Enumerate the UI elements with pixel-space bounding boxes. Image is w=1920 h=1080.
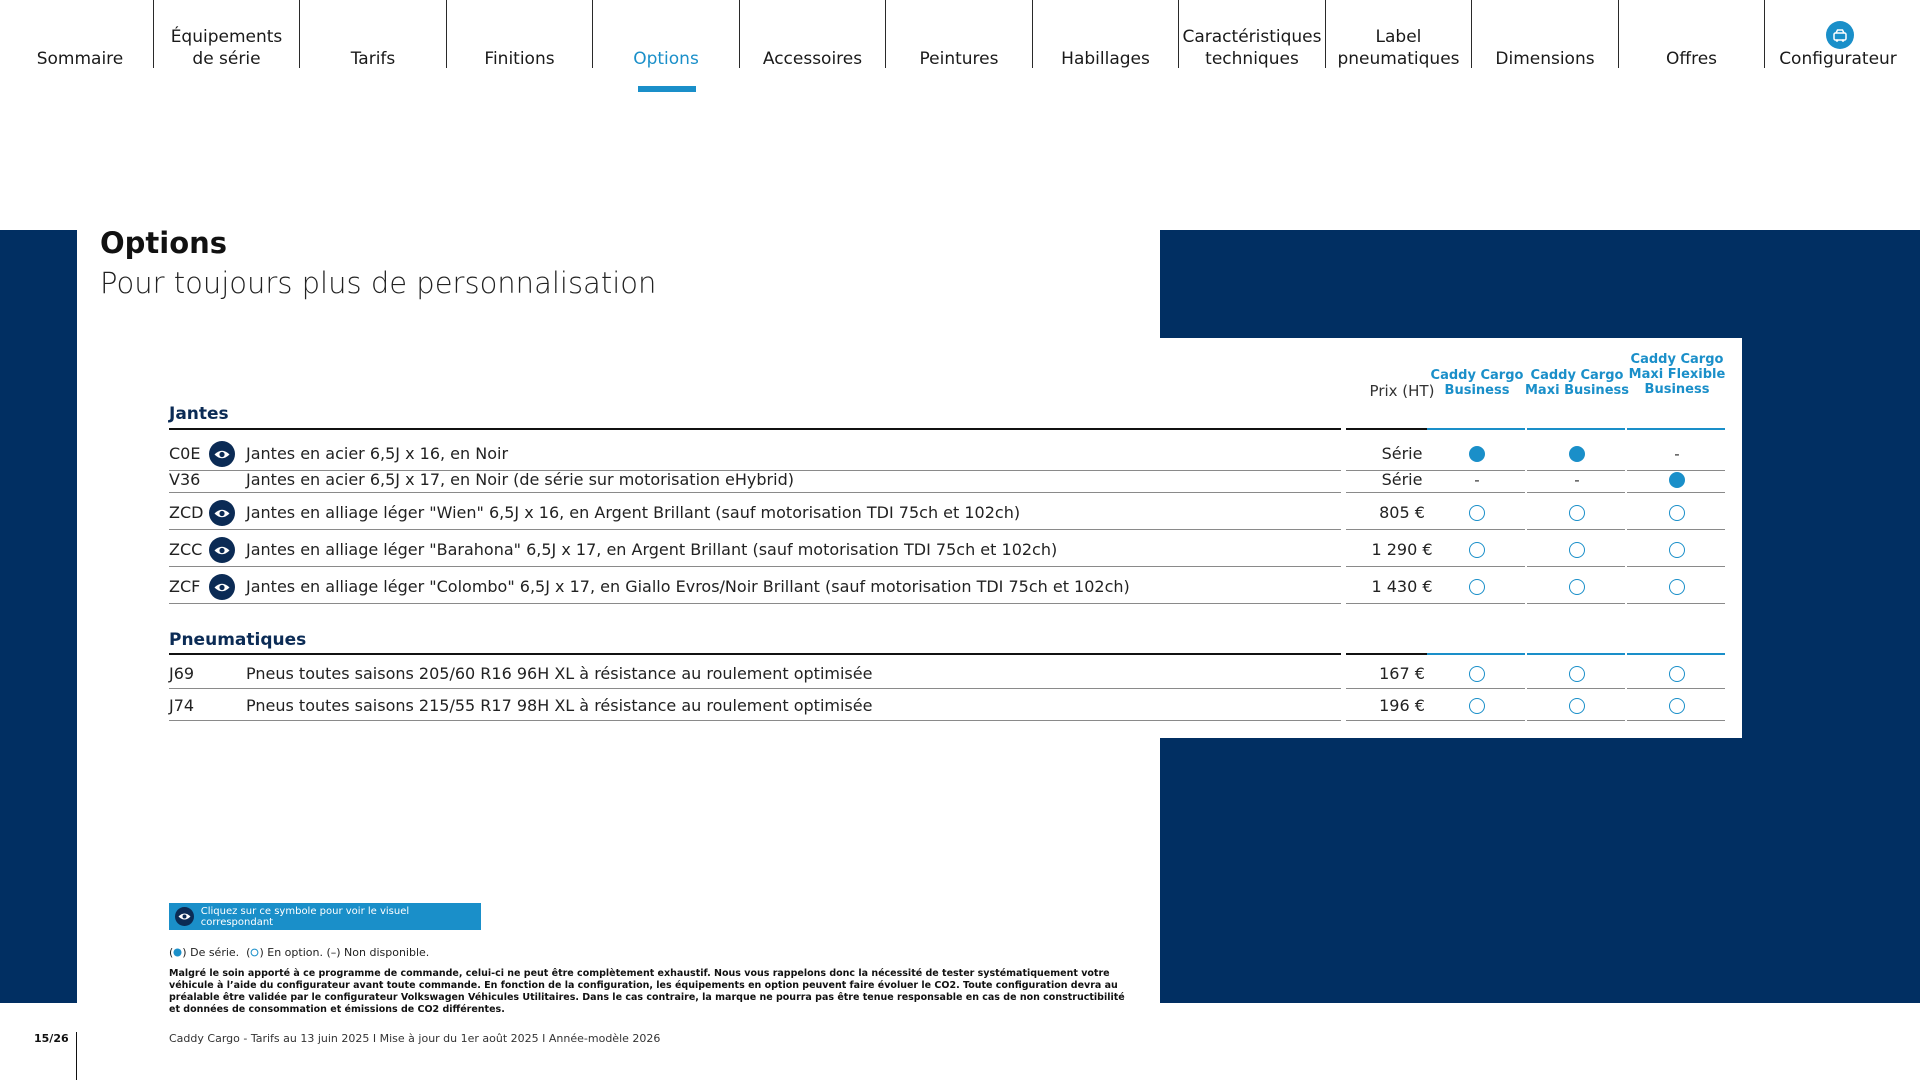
row-divider [169, 720, 1341, 721]
option-code: C0E [169, 444, 201, 463]
legend-na: Non disponible. [344, 946, 430, 959]
row-divider [1627, 720, 1725, 721]
empty-dot-icon [1569, 579, 1585, 595]
nav-tab-8[interactable] [1179, 0, 1325, 70]
empty-dot-icon [1469, 666, 1485, 682]
row-divider [1527, 603, 1625, 604]
column-rule [1427, 428, 1525, 430]
availability-empty [1529, 660, 1625, 688]
availability-dash [1629, 438, 1725, 470]
row-divider [1427, 566, 1525, 567]
availability-empty [1629, 571, 1725, 603]
section-title: Jantes [169, 404, 229, 424]
legend-option: En option. [267, 946, 323, 959]
row-divider [1527, 492, 1625, 493]
row-divider [1627, 566, 1725, 567]
availability-empty [1529, 692, 1625, 720]
row-divider [1346, 492, 1427, 493]
column-rule [1527, 653, 1625, 655]
row-divider [1627, 529, 1725, 530]
table-row [169, 468, 1729, 492]
option-price: 167 € [1379, 664, 1425, 683]
section-title: Pneumatiques [169, 630, 307, 650]
view-visual-eye-icon[interactable] [209, 441, 235, 467]
dash-icon: - [1674, 445, 1680, 463]
nav-tab-label: Finitions [484, 49, 555, 69]
column-header-1: Caddy Cargo Maxi Business [1525, 368, 1629, 398]
column-header-0: Caddy Cargo Business [1430, 368, 1524, 398]
nav-tab-label: Équipements de série [170, 27, 283, 69]
nav-tab-9[interactable] [1326, 0, 1472, 70]
price-column-header: Prix (HT) [1369, 382, 1435, 400]
option-price: 805 € [1379, 503, 1425, 522]
nav-separator [592, 0, 593, 68]
row-divider [1346, 529, 1427, 530]
section-rule [1346, 653, 1427, 655]
row-divider [1427, 720, 1525, 721]
nav-tab-1[interactable] [154, 0, 300, 70]
row-divider [1627, 688, 1725, 689]
row-divider [1627, 492, 1725, 493]
nav-tab-label: Dimensions [1495, 49, 1595, 69]
dash-icon: - [1574, 471, 1580, 489]
options-table [169, 340, 1729, 730]
row-divider [1627, 603, 1725, 604]
row-divider [1527, 688, 1625, 689]
nav-separator [1618, 0, 1619, 68]
option-price: Série [1381, 444, 1423, 463]
nav-tab-label: Accessoires [762, 49, 863, 69]
row-divider [1346, 688, 1427, 689]
option-label: Pneus toutes saisons 215/55 R17 98H XL à résistance au roulement optimisée [246, 696, 873, 715]
nav-tab-12[interactable] [1765, 0, 1911, 70]
nav-tab-2[interactable] [300, 0, 446, 70]
nav-tab-label: Sommaire [36, 49, 124, 69]
nav-tab-11[interactable] [1619, 0, 1765, 70]
nav-tab-label: Habillages [1061, 49, 1150, 69]
empty-dot-icon [1669, 505, 1685, 521]
section-rule [1346, 428, 1427, 430]
filled-dot-icon [1569, 446, 1585, 462]
eye-icon [175, 907, 194, 926]
option-label: Pneus toutes saisons 205/60 R16 96H XL à résistance au roulement optimisée [246, 664, 873, 683]
option-label: Jantes en acier 6,5J x 17, en Noir (de série sur motorisation eHybrid) [246, 470, 794, 489]
table-row [169, 534, 1729, 566]
nav-tab-label: Options [633, 49, 699, 69]
nav-tab-label: Offres [1665, 49, 1718, 69]
row-divider [1527, 566, 1625, 567]
empty-dot-icon [1669, 542, 1685, 558]
option-price: 1 290 € [1371, 540, 1433, 559]
nav-separator [299, 0, 300, 68]
nav-separator [1178, 0, 1179, 68]
availability-empty [1529, 497, 1625, 529]
availability-empty [1529, 571, 1625, 603]
empty-dot-icon [1469, 505, 1485, 521]
nav-tab-4[interactable] [593, 0, 739, 70]
empty-dot-icon [1669, 579, 1685, 595]
page-subtitle: Pour toujours plus de personnalisation [100, 266, 657, 300]
nav-tab-10[interactable] [1472, 0, 1618, 70]
footer-text: Caddy Cargo - Tarifs au 13 juin 2025 I Mise à jour du 1er août 2025 I Année-modèle 2026 [169, 1032, 661, 1045]
table-row [169, 571, 1729, 603]
table-row [169, 692, 1729, 720]
nav-tab-7[interactable] [1033, 0, 1179, 70]
availability-empty [1629, 534, 1725, 566]
nav-separator [1325, 0, 1326, 68]
option-price: Série [1381, 470, 1423, 489]
active-tab-indicator [638, 86, 696, 92]
empty-dot-icon [1469, 542, 1485, 558]
option-label: Jantes en alliage léger "Wien" 6,5J x 16, en Argent Brillant (sauf motorisation TDI 75ch et 102ch) [246, 503, 1021, 522]
row-divider [1346, 603, 1427, 604]
column-rule [1427, 653, 1525, 655]
navy-left-band [0, 230, 77, 1003]
empty-dot-icon [1569, 505, 1585, 521]
row-divider [1346, 566, 1427, 567]
nav-separator [153, 0, 154, 68]
availability-empty [1429, 534, 1525, 566]
availability-full [1429, 438, 1525, 470]
option-code: V36 [169, 470, 201, 489]
availability-empty [1429, 692, 1525, 720]
nav-tab-label: Tarifs [350, 49, 396, 69]
section-rule [169, 428, 1341, 430]
row-divider [1427, 603, 1525, 604]
availability-dash [1529, 468, 1625, 492]
view-visual-eye-icon[interactable] [209, 537, 235, 563]
nav-separator [885, 0, 886, 68]
nav-tab-label: Configurateur [1779, 49, 1897, 69]
option-price: 196 € [1379, 696, 1425, 715]
page-title: Options [100, 226, 228, 260]
availability-full [1629, 468, 1725, 492]
nav-tab-label: Label pneumatiques [1337, 27, 1460, 69]
filled-dot-icon [173, 947, 182, 960]
nav-separator [1471, 0, 1472, 68]
row-divider [1427, 529, 1525, 530]
row-divider [1527, 529, 1625, 530]
option-price: 1 430 € [1371, 577, 1433, 596]
availability-empty [1429, 660, 1525, 688]
empty-dot-icon [1569, 698, 1585, 714]
availability-empty [1629, 660, 1725, 688]
nav-separator [446, 0, 447, 68]
empty-dot-icon [1569, 542, 1585, 558]
nav-tab-label: Peintures [919, 49, 999, 69]
empty-dot-icon [1469, 579, 1485, 595]
availability-empty [1429, 571, 1525, 603]
option-code: J69 [169, 664, 195, 683]
nav-separator [1032, 0, 1033, 68]
disclaimer: Malgré le soin apporté à ce programme de commande, celui-ci ne peut être complètement exhaustif. Nous vous rappelons donc la nécessité de tester systématiquement votre véhicule à l’aide du configurateur avant toute commande. En fonction de la configuration, les équipements en option peuvent faire évoluer le CO2. Toute configuration devra au préalable être validée par le configurateur Volkswagen Véhicules Utilitaires. Dans le cas contraire, la marque ne pourra pas être tenue responsable en cas de non constructibilité et données de consommation et émissions de CO2 différentes. [169, 968, 1125, 1015]
visual-legend-button[interactable] [169, 903, 481, 930]
nav-tab-3[interactable] [447, 0, 593, 70]
legend-button-text: Cliquez sur ce symbole pour voir le visuel correspondant [200, 905, 410, 928]
empty-dot-icon [1469, 698, 1485, 714]
column-rule [1627, 428, 1725, 430]
page-number: 15/26 [34, 1032, 69, 1045]
option-label: Jantes en alliage léger "Colombo" 6,5J x 17, en Giallo Evros/Noir Brillant (sauf motorisation TDI 75ch et 102ch) [246, 577, 1130, 596]
table-row [169, 660, 1729, 688]
dash-icon: - [1474, 471, 1480, 489]
nav-tab-0[interactable] [7, 0, 153, 70]
row-divider [1427, 492, 1525, 493]
column-rule [1527, 428, 1625, 430]
empty-dot-icon [250, 947, 259, 960]
filled-dot-icon [1669, 472, 1685, 488]
footer-divider [76, 1032, 77, 1080]
column-header-2: Caddy Cargo Maxi Flexible Business [1628, 352, 1726, 397]
availability-empty [1629, 692, 1725, 720]
availability-dash [1429, 468, 1525, 492]
section-rule [169, 653, 1341, 655]
row-divider [169, 603, 1341, 604]
filled-dot-icon [1469, 446, 1485, 462]
nav-tab-label: Caractéristiques techniques [1182, 27, 1322, 69]
nav-tab-5[interactable] [740, 0, 886, 70]
row-divider [169, 492, 1341, 493]
option-label: Jantes en acier 6,5J x 16, en Noir [246, 444, 509, 463]
table-row [169, 438, 1729, 470]
row-divider [1427, 688, 1525, 689]
option-code: ZCD [169, 503, 204, 522]
legend-serie: De série. [190, 946, 240, 959]
empty-dot-icon [1669, 698, 1685, 714]
empty-dot-icon [1569, 666, 1585, 682]
legend-symbols: ( ) De série. ( ) En option. (–) Non disponible. [169, 946, 430, 959]
availability-empty [1529, 534, 1625, 566]
option-code: ZCF [169, 577, 201, 596]
empty-dot-icon [1669, 666, 1685, 682]
option-code: ZCC [169, 540, 203, 559]
nav-separator [1764, 0, 1765, 68]
row-divider [169, 529, 1341, 530]
table-row [169, 497, 1729, 529]
availability-empty [1429, 497, 1525, 529]
option-label: Jantes en alliage léger "Barahona" 6,5J x 17, en Argent Brillant (sauf motorisation TDI 75ch et 102ch) [246, 540, 1058, 559]
top-navigation [0, 0, 1920, 100]
nav-tab-6[interactable] [886, 0, 1032, 70]
column-rule [1627, 653, 1725, 655]
row-divider [1346, 720, 1427, 721]
nav-separator [739, 0, 740, 68]
availability-full [1529, 438, 1625, 470]
row-divider [1527, 720, 1625, 721]
view-visual-eye-icon[interactable] [209, 574, 235, 600]
option-code: J74 [169, 696, 195, 715]
row-divider [169, 566, 1341, 567]
view-visual-eye-icon[interactable] [209, 500, 235, 526]
row-divider [169, 688, 1341, 689]
availability-empty [1629, 497, 1725, 529]
